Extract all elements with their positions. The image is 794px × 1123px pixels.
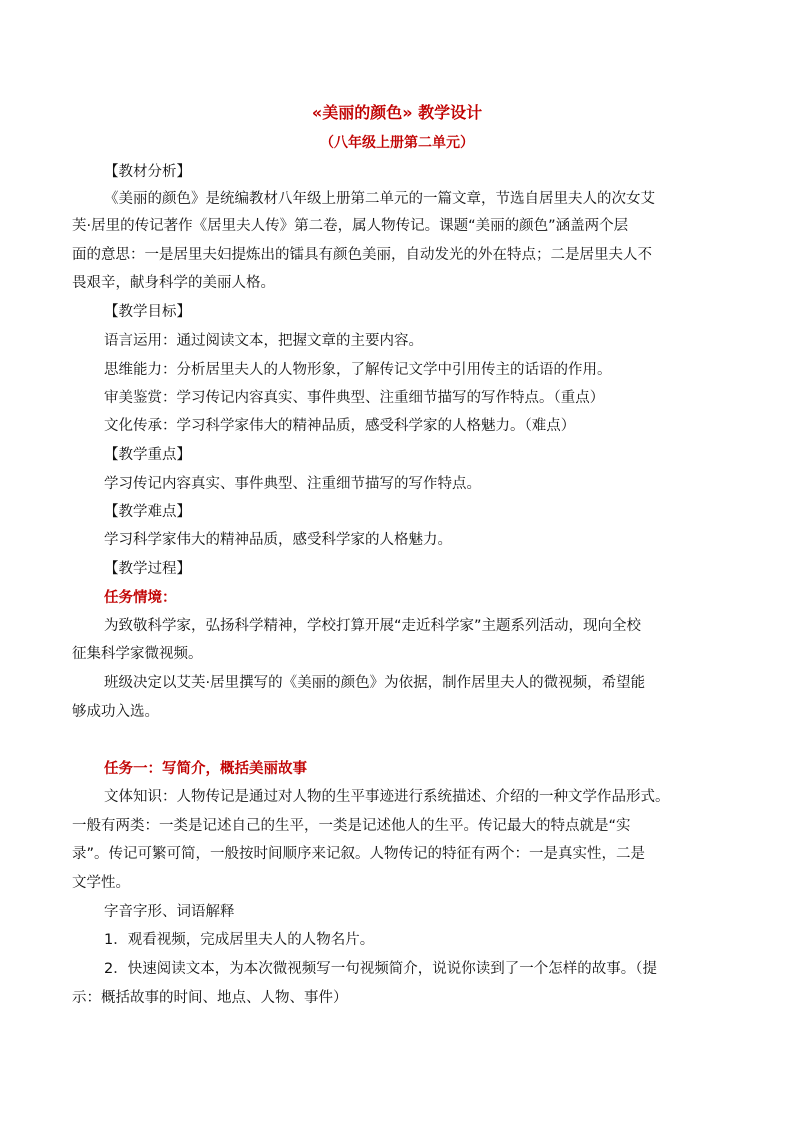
question-2-hint: 示：概括故事的时间、地点、人物、事件）: [72, 990, 348, 1006]
document-subtitle: （八年级上册第二单元）: [320, 135, 474, 151]
document-title: «美丽的颜色» 教学设计: [311, 103, 483, 122]
paragraph-line: 一般有两类：一类是记述自己的生平，一类是记述他人的生平。传记最大的特点就是“实: [72, 818, 631, 834]
task-context-heading: 任务情境：: [104, 590, 177, 606]
paragraph-line: 面的意思：一是居里夫妇提炼出的镭具有颜色美丽，自动发光的外在特点；二是居里夫人不: [72, 247, 652, 263]
section-heading-analysis: 【教材分析】: [104, 164, 191, 180]
section-heading-key-points: 【教学重点】: [104, 447, 191, 463]
question-2: 2．快速阅读文本，为本次微视频写一句视频简介，说说你读到了一个怎样的故事。（提: [104, 961, 657, 977]
paragraph-line: 为致敬科学家，弘扬科学精神，学校打算开展“走近科学家”主题系列活动，现向全校: [104, 618, 642, 634]
goal-culture: 文化传承：学习科学家伟大的精神品质，感受科学家的人格魅力。（难点）: [104, 418, 576, 434]
paragraph-line: 录”。传记可繁可简，一般按时间顺序来记叙。人物传记的特征有两个：一是真实性，二是: [72, 846, 646, 862]
paragraph-line: 芙·居里的传记著作《居里夫人传》第二卷，属人物传记。课题“美丽的颜色”涵盖两个层: [72, 218, 629, 234]
section-heading-process: 【教学过程】: [104, 561, 191, 577]
paragraph-line: 文体知识：人物传记是通过对人物的生平事迹进行系统描述、介绍的一种文学作品形式。: [104, 789, 670, 805]
paragraph-line: 班级决定以艾芙·居里撰写的《美丽的颜色》为依据，制作居里夫人的微视频，希望能: [104, 675, 646, 691]
task-one-heading: 任务一：写简介，概括美丽故事: [104, 761, 307, 777]
paragraph-line: 文学性。: [72, 875, 130, 891]
paragraph-line: 够成功入选。: [72, 704, 159, 720]
goal-aesthetics: 审美鉴赏：学习传记内容真实、事件典型、注重细节描写的写作特点。（重点）: [104, 390, 605, 406]
section-heading-difficulties: 【教学难点】: [104, 504, 191, 520]
paragraph-line: 字音字形、词语解释: [104, 904, 235, 920]
goal-language: 语言运用：通过阅读文本，把握文章的主要内容。: [104, 333, 423, 349]
paragraph-line: 《美丽的颜色》是统编教材八年级上册第二单元的一篇文章，节选自居里夫人的次女艾: [104, 191, 655, 207]
goal-thinking: 思维能力：分析居里夫人的人物形象，了解传记文学中引用传主的话语的作用。: [104, 362, 612, 378]
difficulty-text: 学习科学家伟大的精神品质，感受科学家的人格魅力。: [104, 532, 452, 548]
section-heading-goals: 【教学目标】: [104, 304, 191, 320]
question-1: 1．观看视频，完成居里夫人的人物名片。: [104, 932, 375, 948]
paragraph-line: 征集科学家微视频。: [72, 646, 203, 662]
key-point-text: 学习传记内容真实、事件典型、注重细节描写的写作特点。: [104, 476, 481, 492]
paragraph-line: 畏艰辛，献身科学的美丽人格。: [72, 275, 275, 291]
